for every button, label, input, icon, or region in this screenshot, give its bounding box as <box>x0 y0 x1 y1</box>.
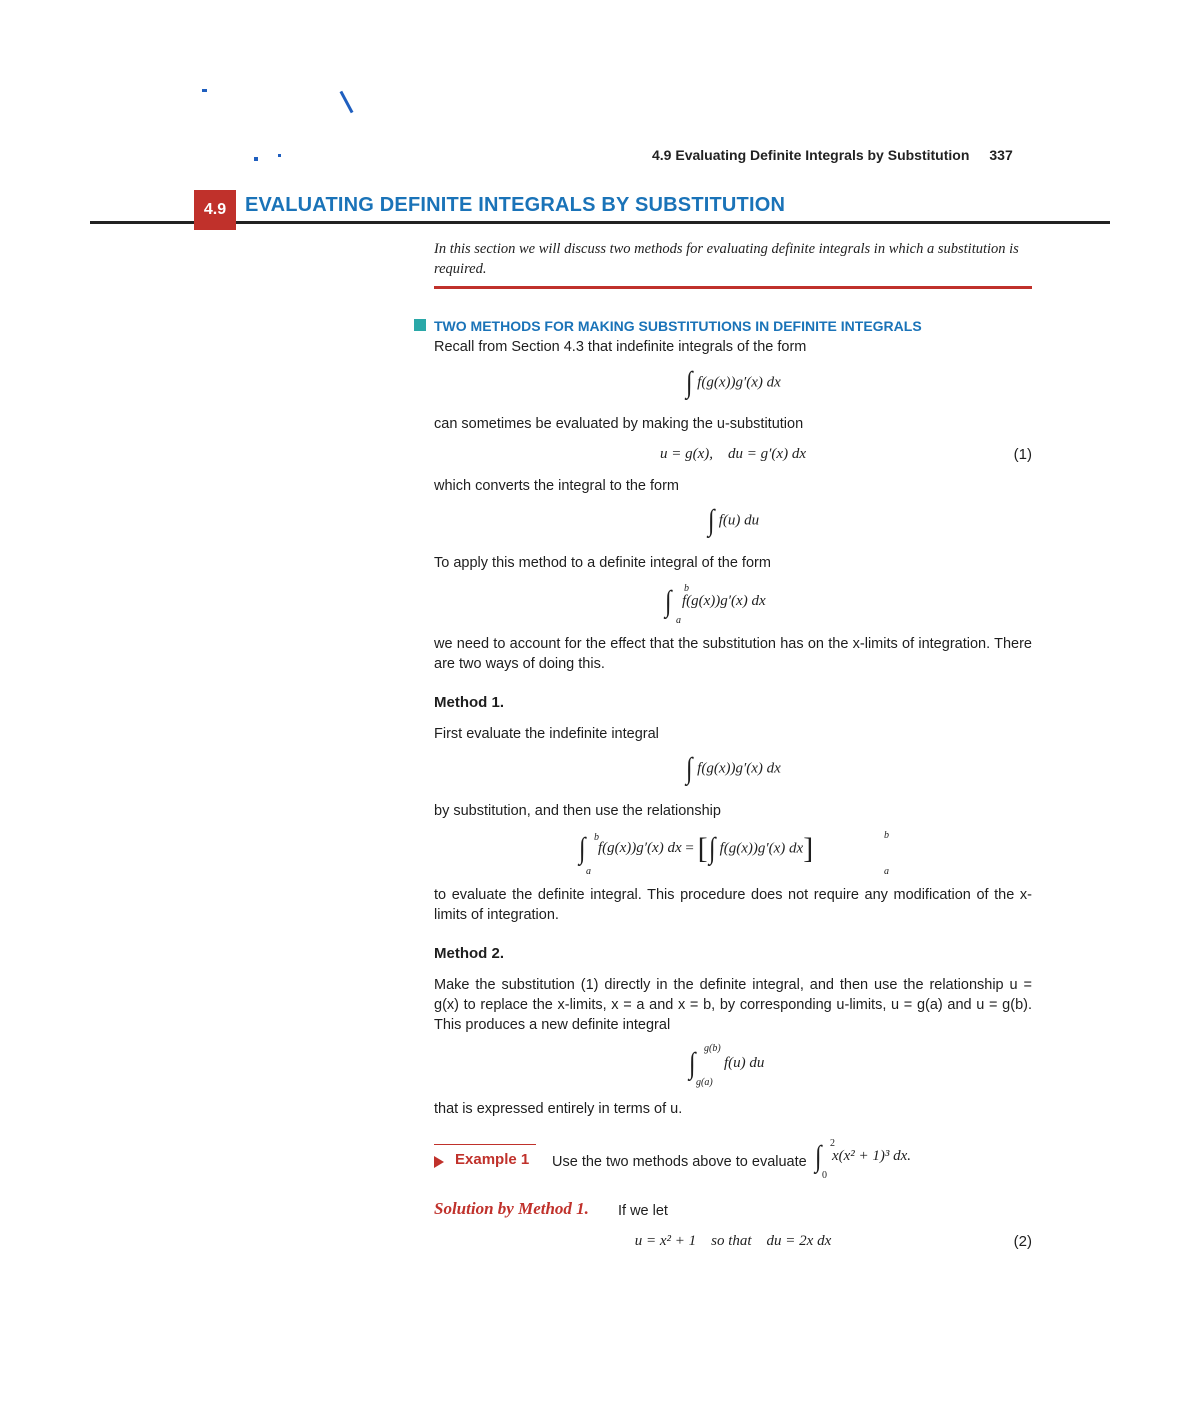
integral-sign-icon: ∫ <box>814 1140 822 1173</box>
example-text: Use the two methods above to evaluate <box>552 1154 807 1170</box>
scan-mark <box>340 91 354 114</box>
lower-limit: a <box>676 615 681 626</box>
paragraph: by substitution, and then use the relationship <box>434 803 721 819</box>
equation-definite-integral <box>664 583 766 626</box>
equation-number: (2) <box>1013 1233 1032 1250</box>
integrand: f(u) du <box>723 1055 765 1072</box>
equation-number: (1) <box>1013 446 1032 463</box>
equation-relationship: ∫ b a f(g(x))g′(x) dx = [∫ f(g(x))g′(x) dx] b a <box>578 830 889 877</box>
equation-2: u = x² + 1 so that du = 2x dx <box>634 1233 832 1249</box>
paragraph: To apply this method to a definite integral of the form <box>434 555 771 571</box>
solution-label: Solution by Method 1. <box>434 1199 589 1218</box>
solution-text: If we let <box>618 1203 668 1219</box>
bracket-upper-limit: b <box>884 830 889 841</box>
integral-sign-icon: ∫ <box>707 504 715 537</box>
scan-mark <box>202 89 207 92</box>
section-title: EVALUATING DEFINITE INTEGRALS BY SUBSTITUTION <box>245 194 786 216</box>
integrand: f(u) du <box>718 512 760 529</box>
scan-mark <box>278 154 281 157</box>
integral-sign-icon: ∫ <box>578 832 586 865</box>
equation-1: u = g(x), du = g′(x) dx <box>660 446 806 462</box>
method-2-heading: Method 2. <box>434 945 504 962</box>
subsection-title: TWO METHODS FOR MAKING SUBSTITUTIONS IN DEFINITE INTEGRALS <box>434 318 922 334</box>
paragraph: that is expressed entirely in terms of u. <box>434 1101 683 1117</box>
integral-sign-icon: ∫ <box>708 832 715 865</box>
integral-sign-icon: ∫ <box>686 752 693 785</box>
paragraph: First evaluate the indefinite integral <box>434 726 659 742</box>
lhs-integrand: f(g(x))g′(x) dx <box>597 840 682 857</box>
scan-mark <box>254 157 258 161</box>
upper-limit: 2 <box>830 1138 835 1149</box>
example-rule <box>434 1144 536 1145</box>
integrand: f(g(x))g′(x) dx <box>697 760 781 777</box>
equation-fu-integral <box>434 504 1032 538</box>
equation-indefinite-integral <box>434 752 1032 786</box>
paragraph: which converts the integral to the form <box>434 478 680 494</box>
example-label: Example 1 <box>455 1151 530 1168</box>
section-number-badge: 4.9 <box>194 190 236 230</box>
section-rule <box>90 221 1110 224</box>
triangle-marker-icon <box>434 1156 444 1168</box>
intro-rule <box>434 286 1032 289</box>
bracket-lower-limit: a <box>884 866 889 877</box>
lower-limit: g(a) <box>696 1077 713 1088</box>
paragraph: we need to account for the effect that the substitution has on the x-limits of integration. There are two ways of doing this. <box>434 636 1032 672</box>
upper-limit: b <box>684 583 689 594</box>
section-intro: In this section we will discuss two methods for evaluating definite integrals in which a substitution is required. <box>434 241 1019 277</box>
page-number: 337 <box>989 147 1013 163</box>
equation-u-integral <box>688 1043 765 1088</box>
square-bullet-icon <box>414 319 426 331</box>
equation-indefinite-integral <box>434 366 1032 400</box>
integral-sign-icon: ∫ <box>688 1047 696 1080</box>
lower-limit: a <box>586 866 591 877</box>
running-head-title: 4.9 Evaluating Definite Integrals by Substitution <box>652 147 970 163</box>
upper-limit: g(b) <box>704 1043 721 1054</box>
integral-sign-icon: ∫ <box>664 585 672 618</box>
running-head <box>652 147 1013 163</box>
integral-sign-icon: ∫ <box>686 366 693 399</box>
example-integrand: x(x² + 1)³ dx. <box>831 1148 912 1165</box>
paragraph: Make the substitution (1) directly in the definite integral, and then use the relationship u = g(x) to replace the x-limits, x = a and x = b, by corresponding u-limits, u = g(a) and u = g(b). This produces a new definite integral <box>434 977 1032 1033</box>
paragraph: to evaluate the definite integral. This procedure does not require any modification of the x-limits of integration. <box>434 887 1032 923</box>
lower-limit: 0 <box>822 1170 827 1181</box>
method-1-heading: Method 1. <box>434 694 504 711</box>
paragraph: Recall from Section 4.3 that indefinite integrals of the form <box>434 339 807 355</box>
upper-limit: b <box>594 832 599 843</box>
integrand: f(g(x))g′(x) dx <box>697 374 781 391</box>
integrand: f(g(x))g′(x) dx <box>681 593 766 610</box>
paragraph: can sometimes be evaluated by making the u-substitution <box>434 416 804 432</box>
example-integral <box>814 1138 912 1181</box>
rhs-integrand: f(g(x))g′(x) dx <box>719 840 804 857</box>
